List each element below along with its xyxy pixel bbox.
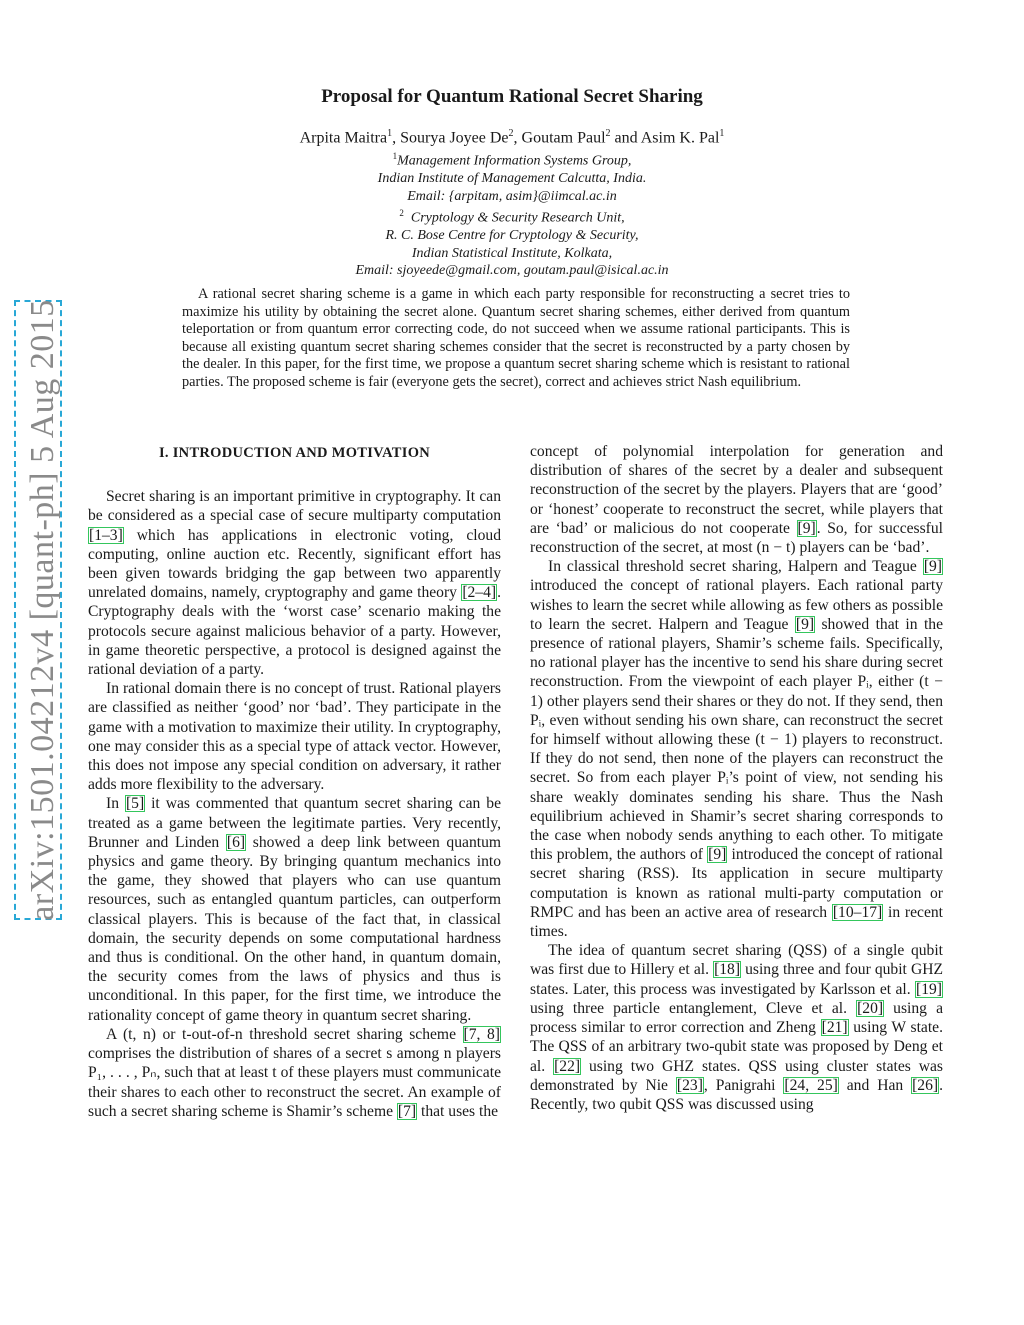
author-affiliation-marker: 2 xyxy=(605,128,611,139)
author-name: Sourya Joyee De xyxy=(400,129,509,147)
citation-link[interactable]: [20] xyxy=(857,999,884,1017)
citation-link[interactable]: [7, 8] xyxy=(463,1025,500,1043)
right-column xyxy=(530,442,943,1114)
paragraph: Secret sharing is an important primitive in cryptography. It can be considered as a special case of secure multiparty computation [1–3] which has applications in electronic voting, cloud computing, online auction etc. Recently, significant effort has been given towards bridging the gap between two apparently unrelated domains, namely, cryptography and game theory [2–4]. Cryptography deals with the ‘worst case’ scenario making the protocols secure against malicious behavior of a party. However, in game theoretic perspective, a protocol is designed against the rational deviation of a party. xyxy=(88,488,501,679)
paper-title: Proposal for Quantum Rational Secret Sharing xyxy=(321,86,703,107)
author-name: Arpita Maitra xyxy=(299,129,388,147)
affiliation-2-line2: R. C. Bose Centre for Cryptology & Security, xyxy=(385,228,639,244)
abstract: A rational secret sharing scheme is a game in which each party responsible for reconstructing a secret tries to maximize his utility by obtaining the secret alone. Quantum secret sharing schemes, either derived from quantum teleportation or from quantum error correcting code, do not succeed when we assume rational participants. This is because all existing quantum secret sharing schemes consider that the secret is reconstructed by a party chosen by the dealer. In this paper, for the first time, we propose a quantum secret sharing scheme which is resistant to rational parties. The proposed scheme is fair (everyone gets the secret), correct and achieves strict Nash equilibrium. xyxy=(182,286,850,390)
citation-link[interactable]: [5] xyxy=(125,795,145,813)
arxiv-identifier[interactable]: arXiv:1501.04212v4 [quant-ph] 5 Aug 2015 xyxy=(24,299,61,921)
section-heading: I. INTRODUCTION AND MOTIVATION xyxy=(158,445,431,461)
citation-link[interactable]: [19] xyxy=(916,980,942,998)
citation-link[interactable]: [7] xyxy=(397,1102,417,1120)
author-affiliation-marker: 1 xyxy=(387,128,393,139)
affiliation-2-line3: Indian Statistical Institute, Kolkata, xyxy=(411,245,613,261)
author-affiliation-marker: 1 xyxy=(719,128,725,139)
affiliation-1-email: Email: {arpitam, asim}@iimcal.ac.in xyxy=(407,188,617,204)
author-affiliation-marker: 2 xyxy=(508,128,514,139)
paragraph: A (t, n) or t-out-of-n threshold secret sharing scheme [7, 8] comprises the distribution of shares of a secret s among n players P₁, . . . , Pₙ, such that at least t of these players must communicate their shares to each other to reconstruct the secret. An example of such a secret sharing scheme is Shamir’s scheme [7] that uses the xyxy=(88,1025,501,1120)
left-column xyxy=(88,442,501,1121)
affiliation-2-line1 xyxy=(0,205,1024,227)
affiliations xyxy=(0,148,1024,280)
author-name: Asim K. Pal xyxy=(640,129,720,147)
affiliation-1-line1 xyxy=(0,148,1024,170)
citation-link[interactable]: [9] xyxy=(797,519,816,537)
citation-link[interactable]: [9] xyxy=(923,558,942,576)
paragraph: In [5] it was commented that quantum secret sharing can be treated as a game between the legitimate parties. Very recently, Brunner and Linden [6] showed a deep link between quantum physics and game theory. By bringing quantum mechanics into the game, they showed that players who can use quantum resources, such as entangled quantum particles, can outperform classical players. This is because of the fact that, in classical domain, the security depends on some computational hardness and thus is conditional. On the other hand, in quantum domain, the security comes from the laws of physics and thus is unconditional. In this paper, for the first time, we introduce the rationality concept of game theory in quantum secret sharing. xyxy=(88,795,502,1024)
paragraph: In rational domain there is no concept of trust. Rational players are classified as neither ‘good’ nor ‘bad’. They participate in the game with a motivation to maximize their utility. In cryptography, one may consider this as a special type of attack vector. However, this does not impose any special condition on adversary, it rather adds more flexibility to the adversary. xyxy=(88,680,501,794)
paragraph: concept of polynomial interpolation for generation and distribution of shares of the secret by a dealer and subsequent reconstruction of the secret by the players. Players that are ‘good’ or ‘honest’ cooperate to reconstruct the secret, while players that are ‘bad’ or malicious do not cooperate [9]. So, for successful reconstruction of the secret, at most (n − t) players can be ‘bad’. xyxy=(530,443,943,557)
citation-link[interactable]: [2–4] xyxy=(462,584,497,602)
affiliation-2-email: Email: sjoyeede@gmail.com, goutam.paul@isical.ac.in xyxy=(355,263,669,279)
citation-link[interactable]: [1–3] xyxy=(89,526,123,544)
affiliation-number: 1 xyxy=(392,151,398,161)
citation-link[interactable]: [6] xyxy=(226,833,246,851)
affiliation-1-line2: Indian Institute of Management Calcutta, India. xyxy=(377,171,647,187)
author-name: Goutam Paul xyxy=(521,129,606,147)
citation-link[interactable]: [26] xyxy=(912,1076,939,1094)
citation-link[interactable]: [24, 25] xyxy=(784,1076,838,1094)
affiliation-number: 2 xyxy=(399,208,404,219)
citation-link[interactable]: [21] xyxy=(821,1019,848,1037)
affiliation-text: Management Information Systems Group, xyxy=(397,153,632,169)
citation-link[interactable]: [10–17] xyxy=(832,903,883,921)
paragraph: In classical threshold secret sharing, Halpern and Teague [9] introduced the concept of rational players. Each rational party wishes to learn the secret while allowing as few others as possible to learn the secret. Halpern and Teague [9] showed that in the presence of rational players, Shamir’s scheme fails. Specifically, no rational player has the incentive to send his share during secret reconstruction. From the viewpoint of each player Pᵢ, either (t − 1) other players send their shares or they do not. If they send, then Pᵢ, even without sending his own share, can reconstruct the secret for himself without allowing these (t − 1) players to reconstruct. If they do not send, then none of the players can reconstruct the secret. So from each player Pᵢ’s point of view, not sending his share weakly dominates sending his share. Thus the Nash equilibrium achieved in Shamir’s secret sharing corresponds to the case when nobody sends anything to each other. To mitigate this problem, the authors of [9] introduced the concept of rational secret sharing (RSS). Its application in secure multiparty computation is known as rational multi-party computation or RMPC and has been an active area of research [10–17] in recent times. xyxy=(530,558,943,941)
citation-link[interactable]: [9] xyxy=(708,846,727,864)
paragraph: The idea of quantum secret sharing (QSS) of a single qubit was first due to Hillery et al. [18] using three and four qubit GHZ states. Later, this process was investigated by Karlsson et al. [19] using three particle entanglement, Cleve et al. [20] using a process similar to error correction and Zheng [21] using W state. The QSS of an arbitrary two-qubit state was proposed by Deng et al. [22] using two GHZ states. QSS using cluster states was demonstrated by Nie [23], Panigrahi [24, 25] and Han [26]. Recently, two qubit QSS was discussed using xyxy=(530,942,943,1113)
author-list: Arpita Maitra$^1$, Sourya Joyee De$^2$, Goutam Paul$^2$ and Asim K. Pal$^1$ xyxy=(299,128,725,147)
citation-link[interactable]: [23] xyxy=(676,1076,703,1094)
citation-link[interactable]: [22] xyxy=(554,1057,581,1075)
citation-link[interactable]: [9] xyxy=(795,615,815,633)
affiliation-text: Cryptology & Security Research Unit, xyxy=(410,210,625,226)
citation-link[interactable]: [18] xyxy=(714,961,741,979)
